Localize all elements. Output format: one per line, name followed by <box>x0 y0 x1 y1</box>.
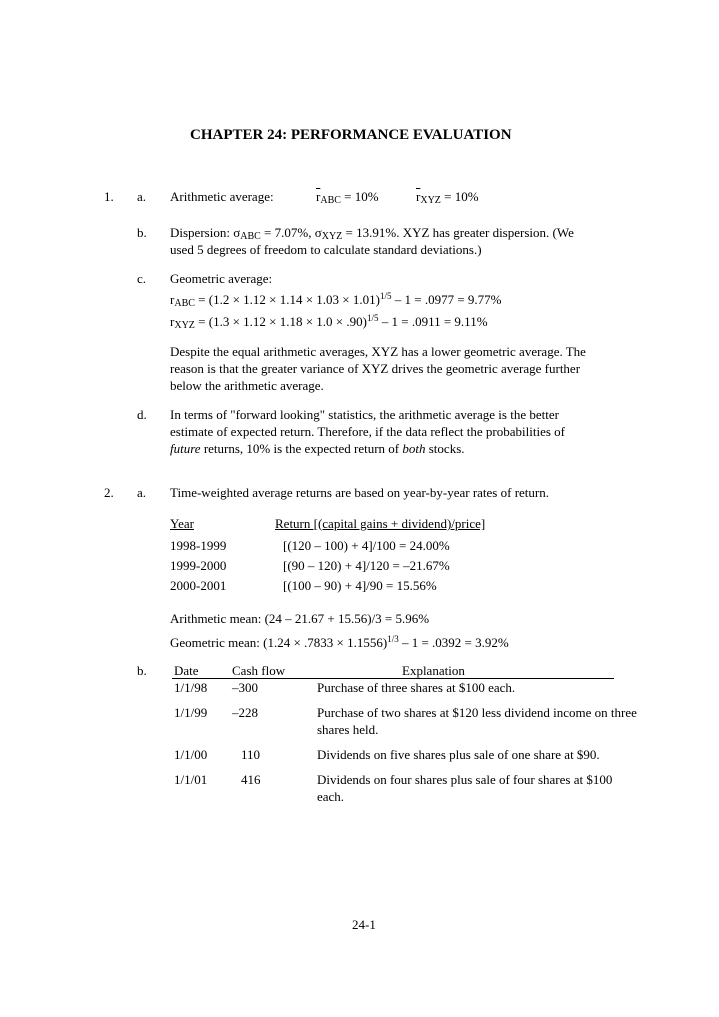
q2b-label: b. <box>137 663 147 678</box>
q1d-line-1: In terms of "forward looking" statistics, the arithmetic average is the better <box>170 407 559 422</box>
q1b-line-2: used 5 degrees of freedom to calculate standard deviations.) <box>170 242 482 257</box>
q1c-para-line: below the arithmetic average. <box>170 378 324 393</box>
q2a-row-year: 1999-2000 <box>170 558 227 573</box>
q2b-col-explanation: Explanation <box>402 663 465 678</box>
q1d-label: d. <box>137 407 147 422</box>
q2b-row-date: 1/1/00 <box>174 747 208 762</box>
q2b-row-explanation: Purchase of two shares at $120 less dividend income on three <box>317 705 637 720</box>
page-title: CHAPTER 24: PERFORMANCE EVALUATION <box>190 127 512 143</box>
q2b-row-explanation: Dividends on five shares plus sale of one share at $90. <box>317 747 600 762</box>
q2b-row-explanation: shares held. <box>317 722 379 737</box>
q2a-row-year: 1998-1999 <box>170 538 227 553</box>
q2b-row-cash: –228 <box>232 705 258 720</box>
q1a-label: a. <box>137 189 147 204</box>
q2b-row-date: 1/1/01 <box>174 772 208 787</box>
q1a-rbar-xyz: $\overline{r}_{XYZ} = 10\%$ <box>416 189 479 206</box>
q1c-para-line: Despite the equal arithmetic averages, XYZ has a lower geometric average. The <box>170 344 586 359</box>
q1c-para-line: reason is that the greater variance of XYZ drives the geometric average further <box>170 361 581 376</box>
question-1-number: 1. <box>104 189 114 204</box>
q2a-row-calc: [(90 – 120) + 4]/120 = –21.67% <box>283 558 450 573</box>
q1c-label: c. <box>137 271 147 286</box>
page-number: 24-1 <box>352 917 376 932</box>
q1d-line-2: estimate of expected return. Therefore, if the data reflect the probabilities of <box>170 424 565 439</box>
q2b-row-cash: 110 <box>241 747 261 762</box>
q2a-col-year: Year <box>170 516 194 531</box>
q1b-line-1: Dispersion: $\sigma_{ABC} = 7.07\%$, $\sigma_{XYZ} = 13.91\%$. XYZ has greater dispersion. (We <box>170 225 574 242</box>
q2b-row-explanation: each. <box>317 789 345 804</box>
q2a-col-return: Return [(capital gains + dividend)/price] <box>275 516 486 531</box>
q2b-col-date: Date <box>174 663 199 678</box>
q1c-xyz-formula: $r_{XYZ} = (1.3 \times 1.12 \times 1.18 \times 1.0 \times .90)^{1/5} - 1 = .0911 = 9.11\%$ <box>170 313 488 331</box>
q2b-row-cash: –300 <box>232 680 258 695</box>
q2a-text: Time-weighted average returns are based on year-by-year rates of return. <box>170 485 549 500</box>
q2a-row-calc: [(100 – 90) + 4]/90 = 15.56% <box>283 578 437 593</box>
q1d-line-3: future returns, 10% is the expected return of both stocks. <box>170 441 465 456</box>
q2a-arithmetic-mean: Arithmetic mean: (24 – 21.67 + 15.56)/3 = 5.96% <box>170 611 430 626</box>
q1c-abc-formula: $r_{ABC} = (1.2 \times 1.12 \times 1.14 \times 1.03 \times 1.01)^{1/5} - 1 = .0977 = 9.77\%$ <box>170 291 502 309</box>
q2a-row-year: 2000-2001 <box>170 578 227 593</box>
question-2-number: 2. <box>104 485 114 500</box>
q2b-row-explanation: Dividends on four shares plus sale of four shares at $100 <box>317 772 613 787</box>
q1a-rbar-abc: $\overline{r}_{ABC} = 10\%$ <box>316 189 379 206</box>
q2a-row-calc: [(120 – 100) + 4]/100 = 24.00% <box>283 538 450 553</box>
q2a-label: a. <box>137 485 147 500</box>
q2b-col-cashflow: Cash flow <box>232 663 286 678</box>
q1a-text: Arithmetic average: <box>170 189 274 204</box>
q2b-row-cash: 416 <box>241 772 261 787</box>
q1b-label: b. <box>137 225 147 240</box>
q2b-row-date: 1/1/98 <box>174 680 208 695</box>
q2b-row-explanation: Purchase of three shares at $100 each. <box>317 680 516 695</box>
q1c-heading: Geometric average: <box>170 271 273 286</box>
q2a-geometric-mean: Geometric mean: $(1.24 \times .7833 \times 1.1556)^{1/3} - 1 = .0392 = 3.92\%$ <box>170 634 509 650</box>
q2b-row-date: 1/1/99 <box>174 705 208 720</box>
